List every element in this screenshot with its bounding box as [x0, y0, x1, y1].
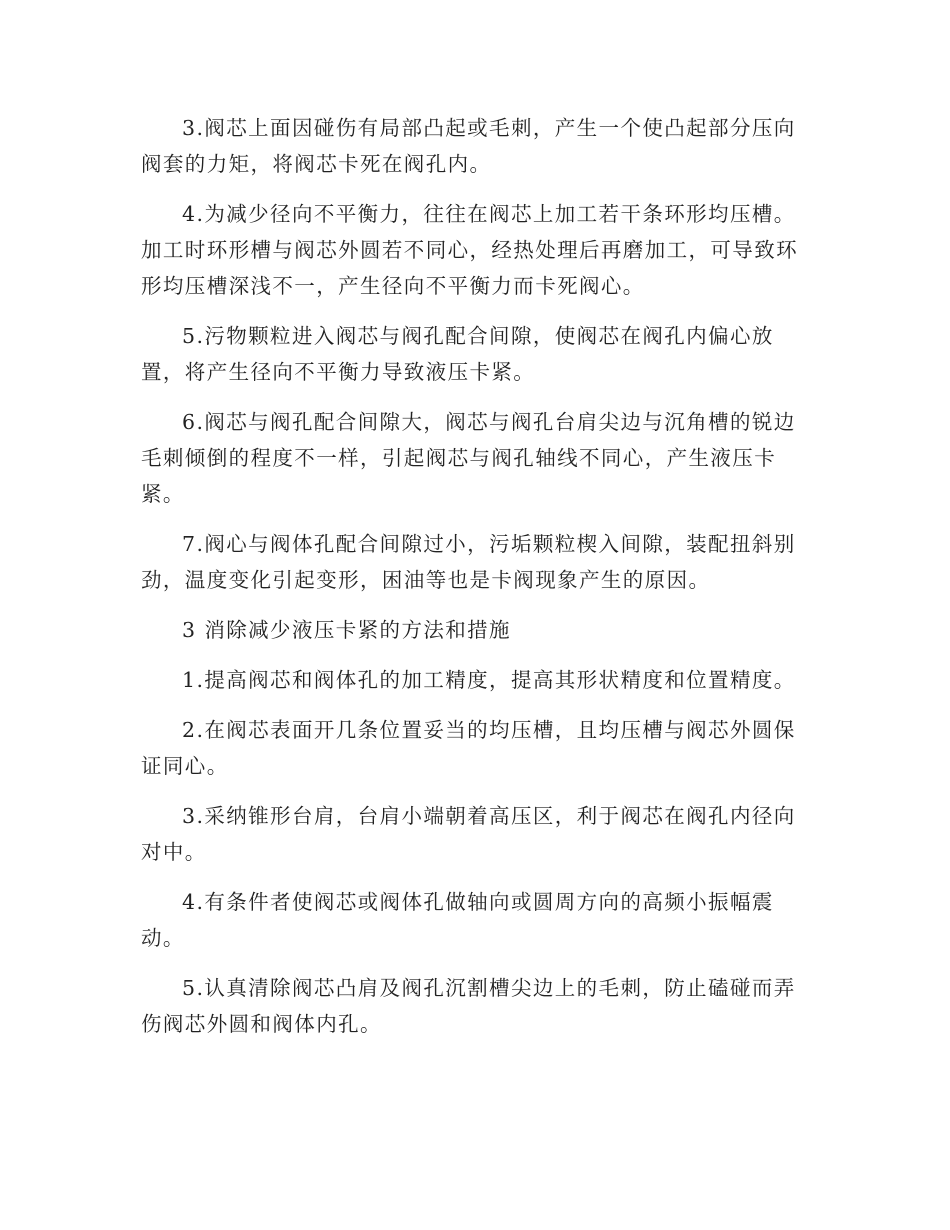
paragraph-measure-5: 5.认真清除阀芯凸肩及阀孔沉割槽尖边上的毛刺，防止磕碰而弄伤阀芯外圆和阀体内孔。	[141, 976, 796, 1036]
section-heading-3: 3 消除减少液压卡紧的方法和措施	[182, 618, 511, 642]
paragraph-cause-4: 4.为减少径向不平衡力，往往在阀芯上加工若干条环形均压槽。加工时环形槽与阀芯外圆若不同心，经热处理后再磨加工，可导致环形均压槽深浅不一，产生径向不平衡力而卡死阀心。	[141, 202, 798, 298]
paragraph-measure-3: 3.采纳锥形台肩，台肩小端朝着高压区，利于阀芯在阀孔内径向对中。	[141, 804, 796, 864]
paragraph-cause-5: 5.污物颗粒进入阀芯与阀孔配合间隙，使阀芯在阀孔内偏心放置，将产生径向不平衡力导致液压卡紧。	[141, 324, 774, 384]
paragraph-measure-1: 1.提高阀芯和阀体孔的加工精度，提高其形状精度和位置精度。	[182, 668, 796, 692]
paragraph-cause-3: 3.阀芯上面因碰伤有局部凸起或毛刺，产生一个使凸起部分压向阀套的力矩，将阀芯卡死在阀孔内。	[141, 116, 796, 176]
paragraph-measure-2: 2.在阀芯表面开几条位置妥当的均压槽，且均压槽与阀芯外圆保证同心。	[141, 718, 796, 778]
paragraph-measure-4: 4.有条件者使阀芯或阀体孔做轴向或圆周方向的高频小振幅震动。	[141, 890, 774, 950]
paragraph-cause-6: 6.阀芯与阀孔配合间隙大，阀芯与阀孔台肩尖边与沉角槽的锐边毛刺倾倒的程度不一样，引起阀芯与阀孔轴线不同心，产生液压卡紧。	[141, 410, 796, 506]
paragraph-cause-7: 7.阀心与阀体孔配合间隙过小，污垢颗粒楔入间隙，装配扭斜别劲，温度变化引起变形，困油等也是卡阀现象产生的原因。	[141, 532, 796, 592]
